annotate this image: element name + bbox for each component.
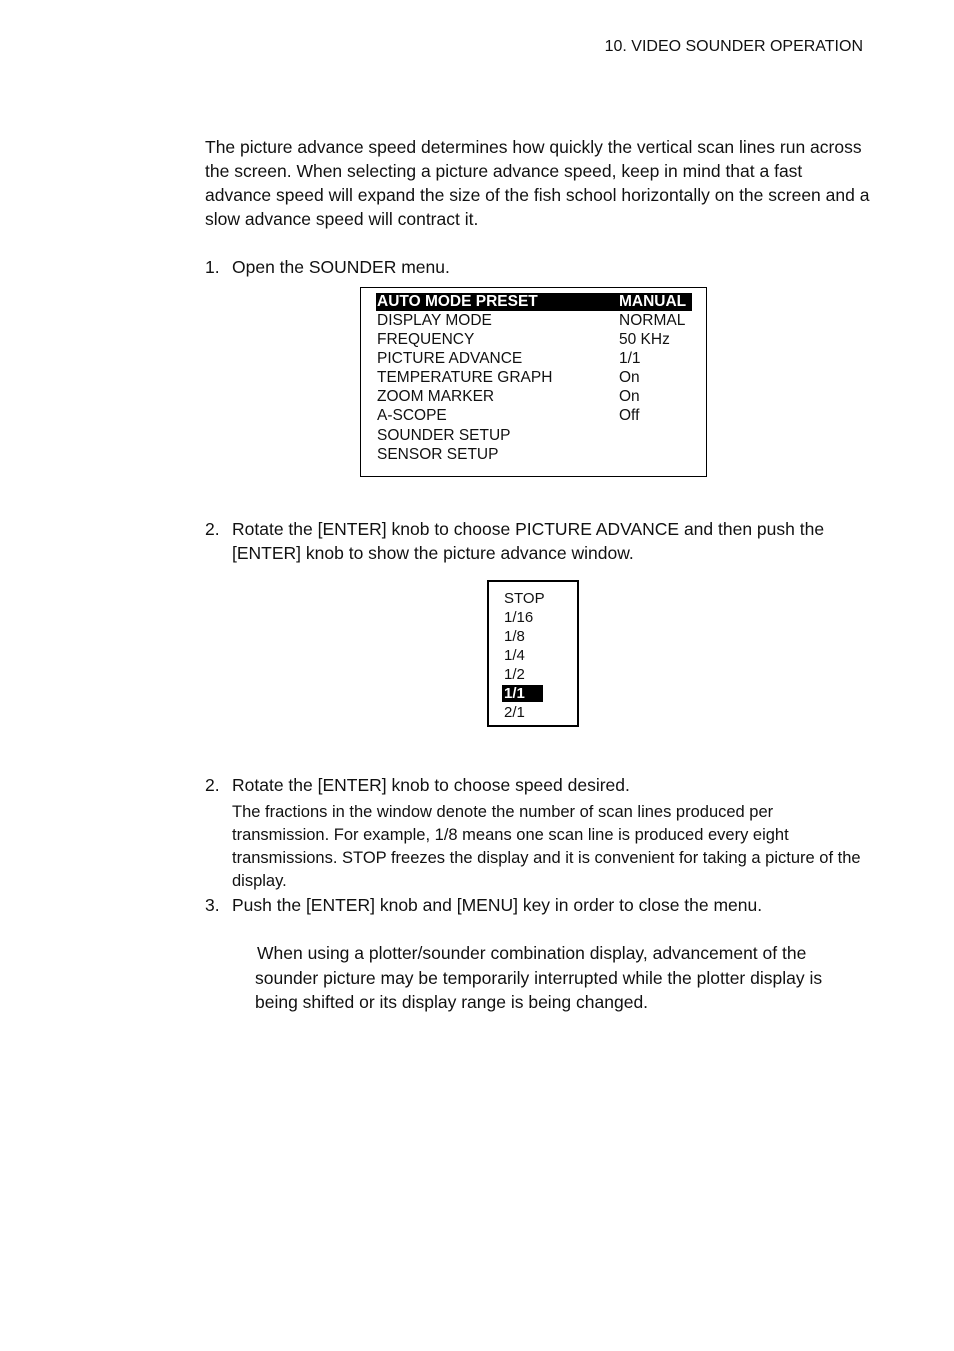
step-2-detail: The fractions in the window denote the number of scan lines produced per transmission. For example, 1/8 means one scan line is produced every eight transmissions. STOP freezes the display and it is convenient for taking a picture of the display. [232,803,861,890]
menu-item-picture-advance[interactable] [376,350,692,368]
sounder-menu [360,287,707,477]
menu-item-value: 50 KHz [619,331,670,348]
menu-item-label: SENSOR SETUP [377,446,499,463]
intro-paragraph: The picture advance speed determines how quickly the vertical scan lines run across the screen. When selecting a picture advance speed, keep in mind that a fast advance speed will expand the size of the fish school horizontally on the screen and a slow advance speed will contract it. [205,137,870,229]
advance-option-1-16[interactable]: 1/16 [504,609,534,626]
step-text: Rotate the [ENTER] knob to choose PICTURE ADVANCE and then push the [ENTER] knob to show the picture advance window. [232,519,825,563]
menu-item-value: Off [619,407,640,424]
menu-item-label: ZOOM MARKER [377,388,495,405]
step-number: 2. [205,519,220,539]
menu-item-temperature-graph[interactable] [376,369,692,387]
advance-option-1-2[interactable]: 1/2 [504,666,525,683]
advance-option-1-4[interactable]: 1/4 [504,647,525,664]
step-number: 3. [205,895,220,915]
advance-option-1-1[interactable]: 1/1 [502,685,543,702]
advance-option-stop[interactable]: STOP [504,590,545,607]
menu-item-value: MANUAL [619,293,687,310]
note-paragraph [255,941,865,1015]
menu-item-display-mode[interactable] [376,312,692,330]
step-number: 2. [205,775,220,795]
menu-item-value: 1/1 [619,350,641,367]
menu-item-sounder-setup[interactable] [376,427,692,445]
menu-item-value: NORMAL [619,312,686,329]
menu-item-label: PICTURE ADVANCE [377,350,523,367]
step-3 [205,893,870,917]
menu-item-frequency[interactable] [376,331,692,349]
advance-option-1-8[interactable]: 1/8 [504,628,525,645]
step-1 [205,255,870,279]
menu-item-label: AUTO MODE PRESET [377,293,538,310]
step-2-open-window [205,517,870,565]
step-2-choose-speed [205,773,870,797]
step-text: Rotate the [ENTER] knob to choose speed desired. [232,775,630,795]
menu-item-value: On [619,388,640,405]
picture-advance-window [487,580,579,727]
step-text: Push the [ENTER] knob and [MENU] key in order to close the menu. [232,895,763,915]
menu-item-label: A-SCOPE [377,407,447,424]
menu-item-label: FREQUENCY [377,331,475,348]
menu-item-a-scope[interactable] [376,407,692,425]
menu-item-sensor-setup[interactable] [376,446,692,464]
note-text: When using a plotter/sounder combination display, advancement of the sounder picture may be temporarily interrupted while the plotter display is being shifted or its display range is being changed. [255,943,823,1012]
menu-item-label: TEMPERATURE GRAPH [377,369,553,386]
advance-option-2-1[interactable]: 2/1 [504,704,525,721]
step-text: Open the SOUNDER menu. [232,257,450,277]
step-number: 1. [205,257,220,277]
menu-item-label: SOUNDER SETUP [377,427,511,444]
menu-item-auto-mode-preset[interactable] [376,293,692,311]
section-header: 10. VIDEO SOUNDER OPERATION [604,38,863,55]
menu-item-zoom-marker[interactable] [376,388,692,406]
menu-item-value: On [619,369,640,386]
menu-item-label: DISPLAY MODE [377,312,492,329]
